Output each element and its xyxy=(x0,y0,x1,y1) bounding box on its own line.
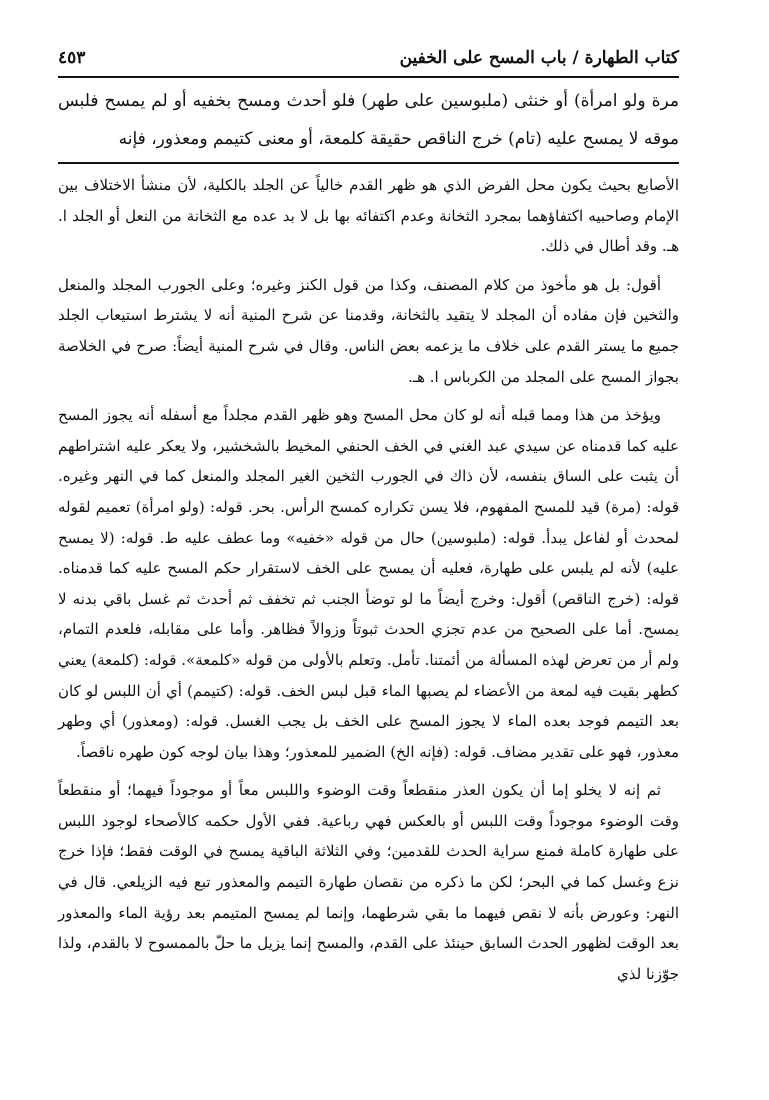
commentary-paragraph-1: الأصابع بحيث يكون محل الفرض الذي هو ظهر القدم خالياً عن الجلد بالكلية، لأن منشأ الاختلاف بين الإمام وصاحبيه اكتفاؤهما بمجرد الثخانة وعدم اكتفائه بها بل لا بد عده مع الثخانة من النعل أو الجلد ا. هـ. وقد أطال في ذلك. xyxy=(58,176,679,256)
commentary-paragraph-4: ثم إنه لا يخلو إما أن يكون العذر منقطعاً وقت الوضوء واللبس معاً أو موجوداً فيهما؛ أو منقطعاً وقت الوضوء موجوداً وقت اللبس أو بالعكس فهي رباعية. ففي الأول حكمه كالأصحاء لوجود اللبس على طهارة كاملة فمنع سراية الحدث للقدمين؛ وفي الثلاثة الباقية يمسح في الوقت فقط؛ فإذا خرج نزع وغسل كما في البحر؛ لكن ما ذكره من نقصان طهارة التيمم والمعذور تبع فيه الزيلعي. قال في النهر: وعورض بأنه لا نقص فيهما ما بقي شرطهما، وإنما لم يمسح المتيمم بعد رؤية الماء والمعذور بعد الوقت لظهور الحدث السابق حينئذ على القدم، والمسح إنما يزيل ما حلّ بالممسوح لا بالقدم، ولذا جوّزنا لذي xyxy=(58,781,679,983)
commentary-paragraph-2: أقول: بل هو مأخوذ من كلام المصنف، وكذا من قول الكنز وغيره؛ وعلى الجورب المجلد والمنعل والثخين فإن مفاده أن المجلد لا يتقيد بالثخانة، وقدمنا عن شرح المنية أنه لا يشترط استيعاب الجلد جميع ما يستر القدم على خلاف ما يزعمه بعض الناس. وقال في شرح المنية أيضاً: صرح في الخلاصة بجواز المسح على المجلد من الكرباس ا. هـ. xyxy=(58,275,679,386)
commentary-text-block xyxy=(58,170,679,997)
matn-paragraph: مرة ولو امرأة) أو خنثى (ملبوسين على طهر) فلو أحدث ومسح بخفيه أو لم يمسح فلبس موقه لا يمسح عليه (تام) خرج الناقص حقيقة كلمعة، أو معنى كتيمم ومعذور، فإنه xyxy=(58,91,679,149)
matn-text-block xyxy=(58,82,679,164)
page-number: ٤٥٣ xyxy=(58,48,86,68)
commentary-paragraph-3: ويؤخذ من هذا ومما قبله أنه لو كان محل المسح وهو ظهر القدم مجلداً مع أسفله أنه يجوز المسح عليه كما قدمناه عن سيدي عبد الغني في الخف الحنفي المخيط بالشخشير، ولا يعكر عليه اشتراطهم أن يثبت على الساق بنفسه، لأن ذاك في الجورب الثخين الغير المجلد والمنعل كما في النهر وغيره. قوله: (مرة) قيد للمسح المفهوم، فلا يسن تكراره كمسح الرأس. بحر. قوله: (ولو امرأة) تعميم لقوله لمحدث أو لفاعل يبدأ. قوله: (ملبوسين) حال من قوله «خفيه» وما عطف عليه ط. قوله: (لا يمسح عليه) لأنه لم يلبس على طهارة، فعليه أن يمسح على الخف لاستقرار حكم المسح عليه كما قدمناه. قوله: (خرج الناقص) أقول: وخرج أيضاً ما لو توضأ الجنب ثم تخفف ثم أحدث ثم غسل باقي بدنه لا يمسح. أما على الصحيح من عدم تجزي الحدث ثبوتاً وزوالاً فظاهر. وأما على مقابله، فلعدم التمام، ولم أر من تعرض لهذه المسألة من أئمتنا. تأمل. وتعلم بالأولى من قوله «كلمعة». قوله: (كلمعة) يعني كطهر بقيت فيه لمعة من الأعضاء لم يصبها الماء قبل لبس الخف. قوله: (كتيمم) أي أن اللبس لو كان بعد التيمم فوجد بعده الماء لا يجوز المسح على الخف بل يجب الغسل. قوله: (ومعذور) أي وطهر معذور، فهو على تقدير مضاف. قوله: (فإنه الخ) الضمير للمعذور؛ وهذا بيان لوجه كون طهره ناقصاً. xyxy=(58,406,679,761)
page-header xyxy=(58,40,679,78)
running-title: كتاب الطهارة / باب المسح على الخفين xyxy=(399,48,679,68)
